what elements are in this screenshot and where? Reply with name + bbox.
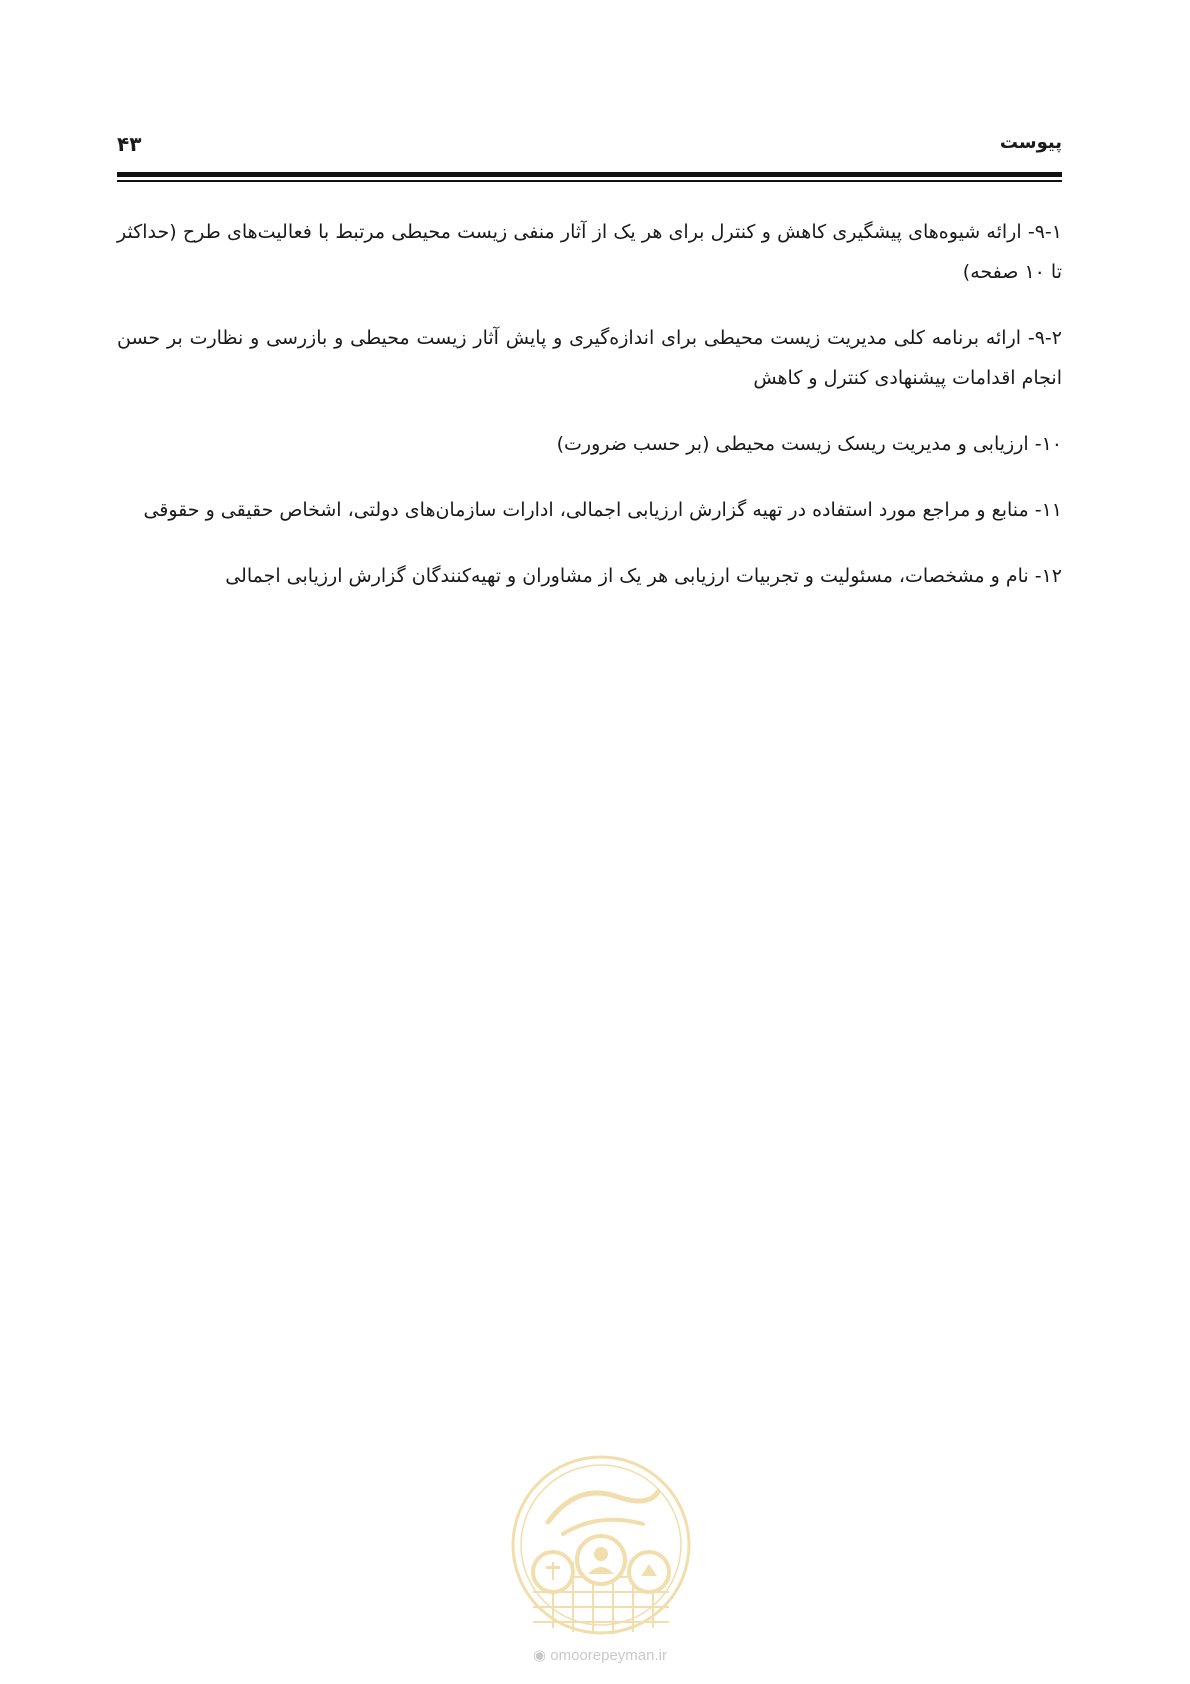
page-header <box>117 128 1062 158</box>
document-body <box>117 212 1062 622</box>
paragraph-9-2: ۹-۲- ارائه برنامه کلی مدیریت زیست محیطی برای اندازه‌گیری و پایش آثار زیست محیطی و بازرسی و نظارت بر حسن انجام اقدامات پیشنهادی کنترل و کاهش <box>117 327 1062 389</box>
paragraph-9-1: ۹-۱- ارائه شیوه‌های پیشگیری کاهش و کنترل برای هر یک از آثار منفی زیست محیطی مرتبط با فعالیت‌های طرح (حداکثر تا ۱۰ صفحه) <box>117 221 1062 283</box>
header-page-number: ۴۳ <box>117 132 142 156</box>
watermark-url-text: omoorepeyman.ir <box>550 1647 667 1664</box>
paragraph-10: ۱۰- ارزیابی و مدیریت ریسک زیست محیطی (بر حسب ضرورت) <box>556 433 1062 455</box>
watermark-logo-icon <box>508 1452 694 1638</box>
paragraph-11: ۱۱- منابع و مراجع مورد استفاده در تهیه گزارش ارزیابی اجمالی، ادارات سازمان‌های دولتی، اشخاص حقیقی و حقوقی <box>143 499 1062 521</box>
paragraph-12: ۱۲- نام و مشخصات، مسئولیت و تجربیات ارزیابی هر یک از مشاوران و تهیه‌کنندگان گزارش ارزیابی اجمالی <box>225 565 1062 587</box>
header-section-title: پیوست <box>999 132 1062 153</box>
header-rule-thick <box>117 172 1062 177</box>
watermark-url <box>500 1646 700 1664</box>
header-rule-thin <box>117 180 1062 182</box>
globe-icon: ◉ <box>533 1647 547 1664</box>
